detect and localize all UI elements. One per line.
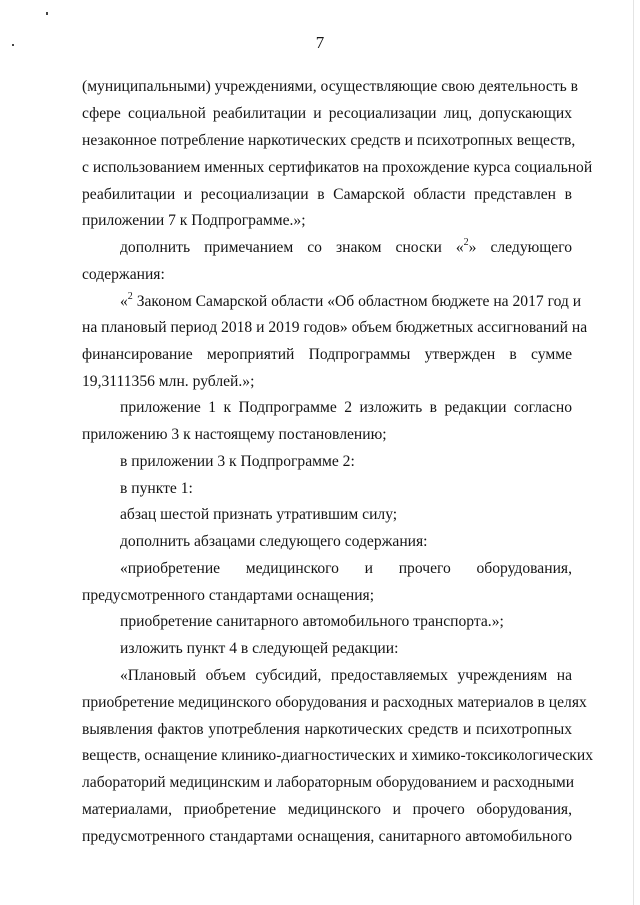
text-part: Законом Самарской области «Об областном бюджете на 2017 год и: [132, 293, 582, 310]
text-line: изложить пункт 4 в следующей редакции:: [120, 640, 399, 657]
text-line: приобретение медицинского оборудования и расходных материалов в целях: [82, 694, 587, 711]
text-line: в приложении 3 к Подпрограмме 2:: [120, 453, 355, 470]
text-line: приложение 1 к Подпрограмме 2 изложить в редакции согласно: [120, 399, 572, 416]
text-line: сфере социальной реабилитации и ресоциализации лиц, допускающих: [82, 105, 572, 122]
text-line: приложении 7 к Подпрограмме.»;: [82, 212, 306, 229]
text-line-footnote-note: [120, 238, 572, 258]
text-line: «приобретение медицинского и прочего оборудования,: [120, 560, 572, 577]
text-part: » следующего: [468, 239, 572, 256]
footnote-mark: 2: [463, 236, 469, 248]
text-part: дополнить примечанием со знаком сноски «: [120, 239, 464, 256]
text-line: с использованием именных сертификатов на прохождение курса социальной: [82, 159, 593, 176]
text-line: содержания:: [82, 266, 165, 283]
text-line: материалами, приобретение медицинского и прочего оборудования,: [82, 801, 572, 818]
scan-edge-line: [633, 0, 634, 905]
scan-speck: [46, 12, 48, 15]
text-line: «Плановый объем субсидий, предоставляемых учреждениям на: [120, 667, 572, 684]
text-line: предусмотренного стандартами оснащения, санитарного автомобильного: [82, 828, 572, 845]
text-line: в пункте 1:: [120, 480, 193, 497]
text-line: выявления фактов употребления наркотических средств и психотропных: [82, 721, 572, 738]
text-line: дополнить абзацами следующего содержания:: [120, 533, 428, 550]
text-line: приложению 3 к настоящему постановлению;: [82, 426, 387, 443]
text-line: на плановый период 2018 и 2019 годов» объем бюджетных ассигнований на: [82, 319, 588, 336]
text-line: (муниципальными) учреждениями, осуществляющие свою деятельность в: [82, 78, 579, 95]
text-line: незаконное потребление наркотических средств и психотропных веществ,: [82, 132, 576, 149]
page-number: 7: [315, 33, 325, 52]
text-line: лабораторий медицинским и лабораторным оборудованием и расходными: [82, 774, 575, 791]
text-line: 19,3111356 млн. рублей.»;: [82, 373, 255, 390]
text-part: «: [120, 293, 128, 310]
text-line: абзац шестой признать утратившим силу;: [120, 506, 398, 523]
text-line: приобретение санитарного автомобильного транспорта.»;: [120, 613, 504, 630]
text-line: предусмотренного стандартами оснащения;: [82, 587, 375, 604]
text-line: реабилитации и ресоциализации в Самарской области представлен в: [82, 186, 572, 203]
text-line-footnote-law: [120, 290, 582, 312]
footnote-mark: 2: [127, 290, 133, 302]
text-line: веществ, оснащение клинико-диагностических и химико-токсикологических: [82, 747, 593, 764]
text-line: финансирование мероприятий Подпрограммы утвержден в сумме: [82, 346, 572, 363]
